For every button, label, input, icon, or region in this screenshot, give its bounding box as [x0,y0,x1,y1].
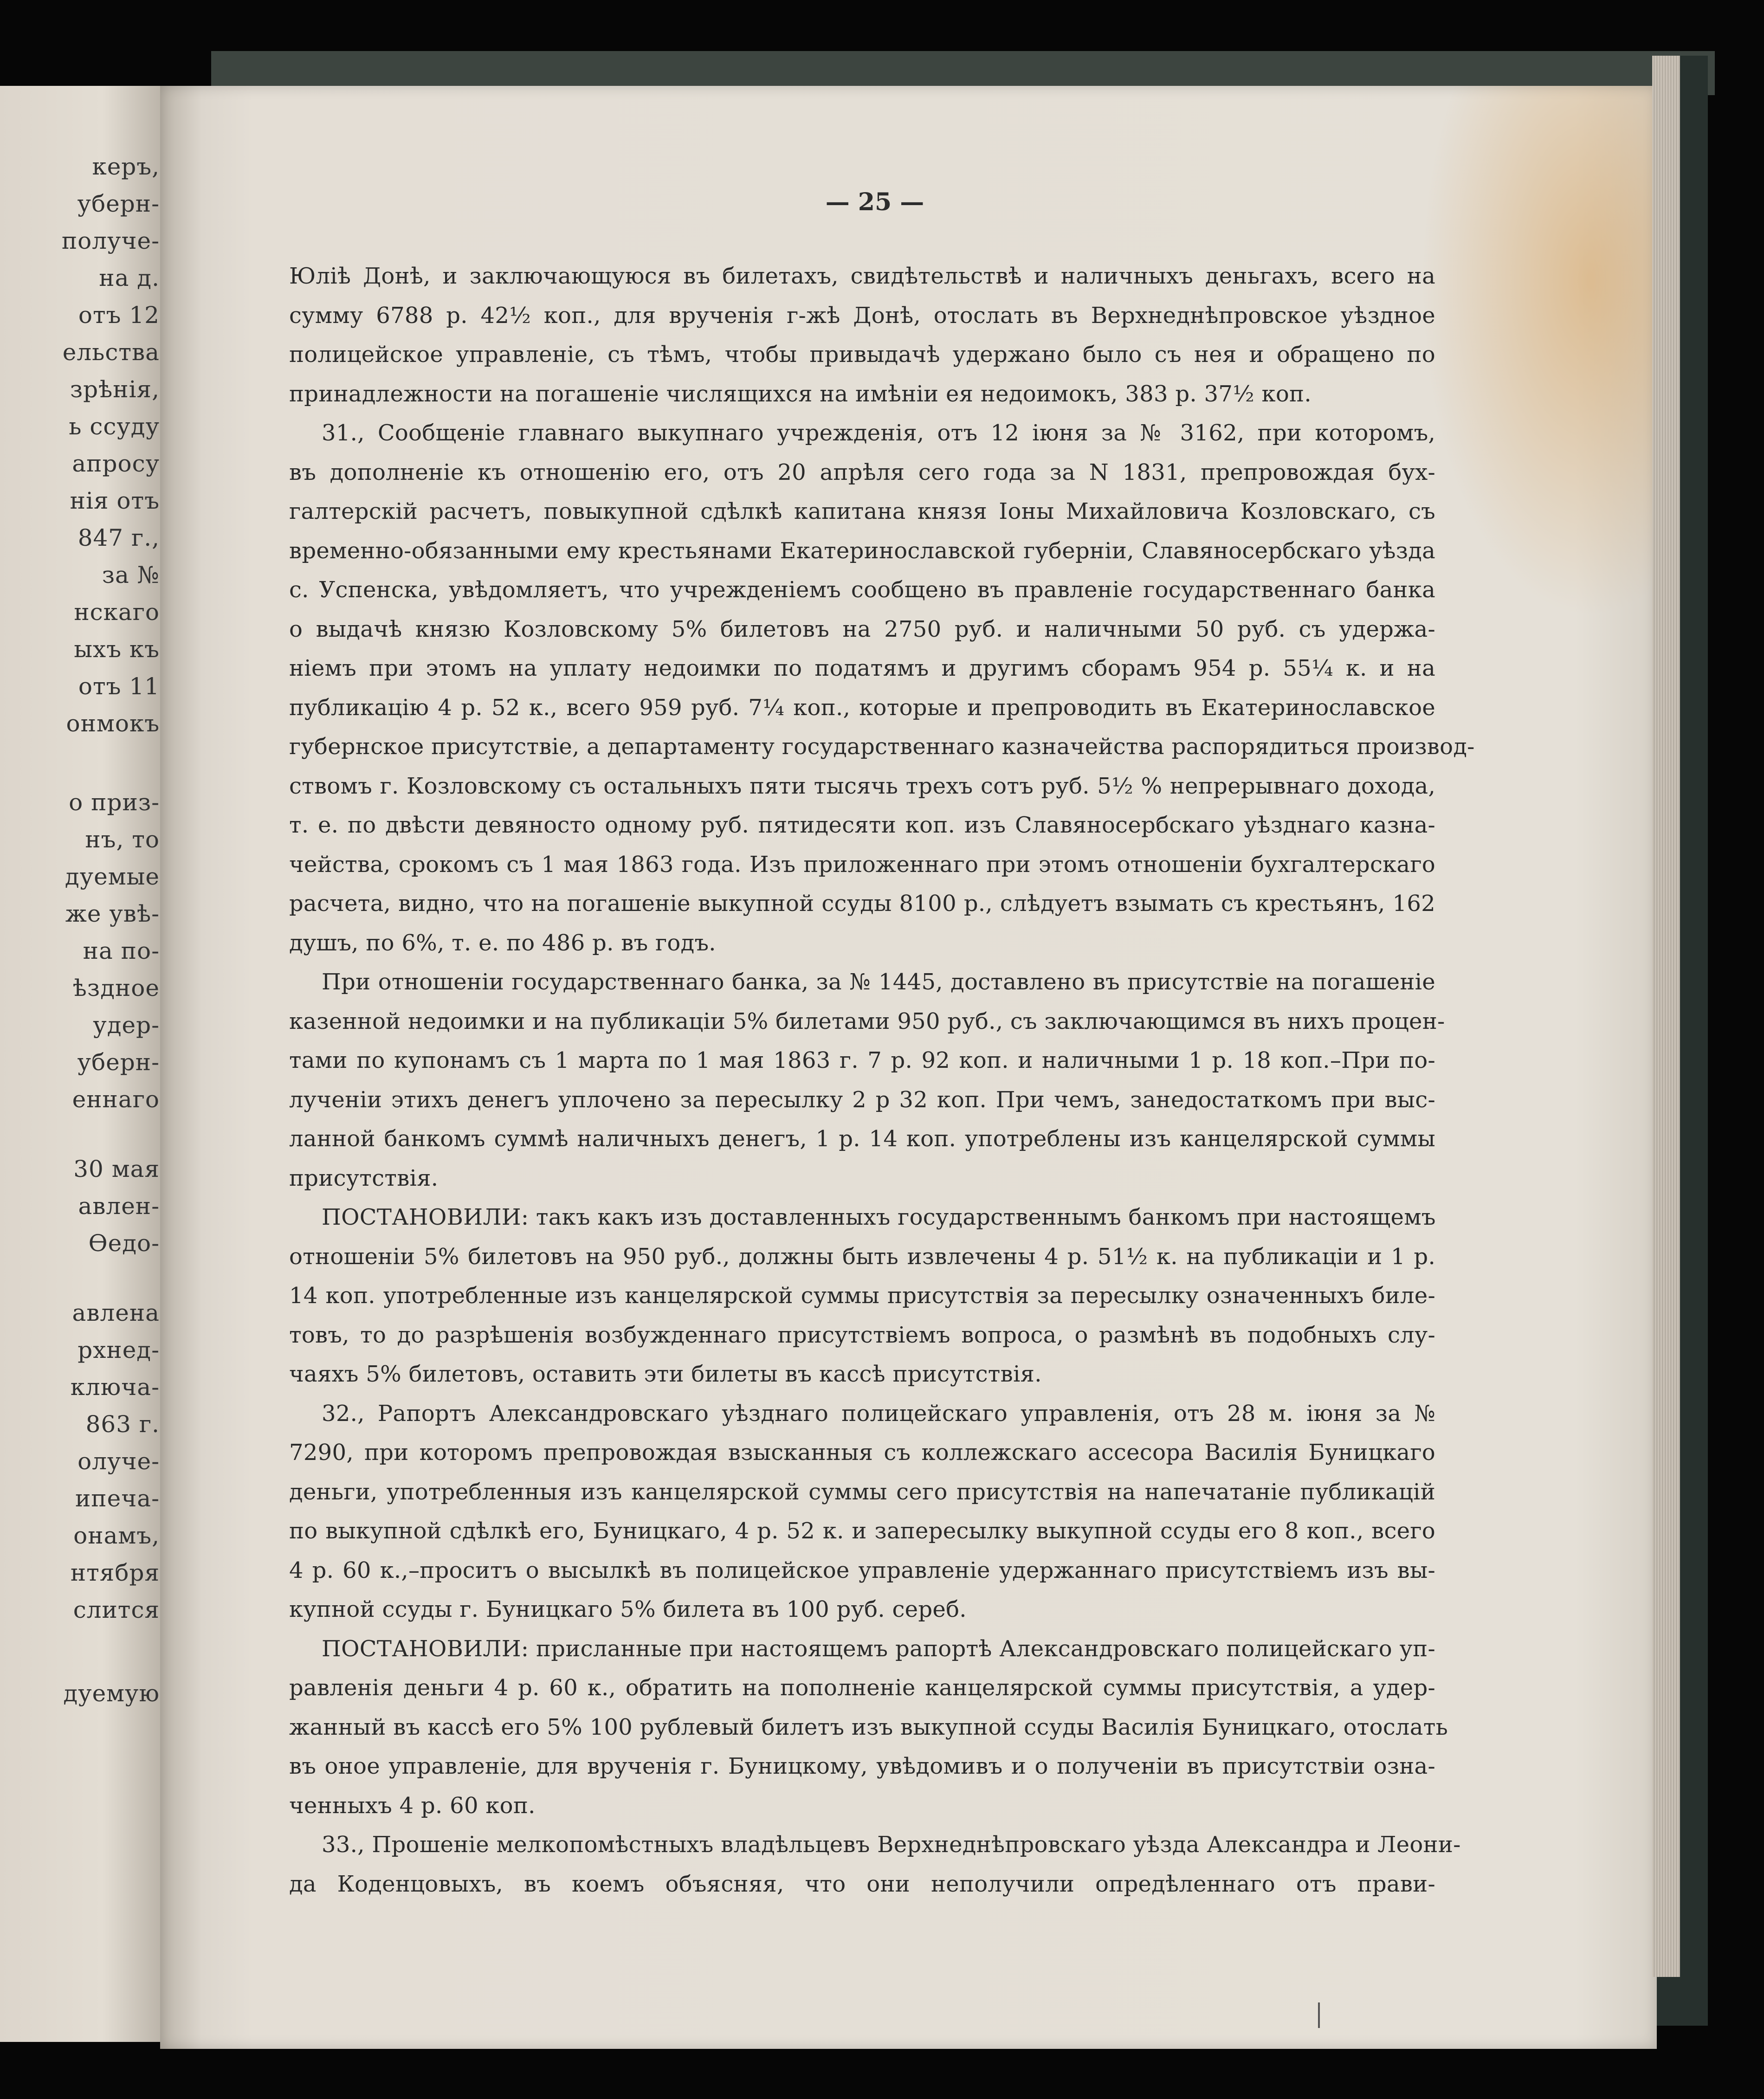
text-line: 7290, при которомъ препровождая взысканныя съ коллежскаго ассесора Василія Буницкаго [289,1440,1435,1466]
left-page-line: нъ, то [85,826,160,853]
text-line: 31., Сообщеніе главнаго выкупнаго учрежденія, отъ 12 іюня за № 3162, при которомъ, [322,420,1435,446]
text-line: При отношеніи государственнаго банка, за № 1445, доставлено въ присутствіе на погашеніе [322,969,1435,995]
left-page-line: ь ссуду [69,413,160,440]
text-line: въ дополненіе къ отношенію его, отъ 20 апрѣля сего года за N 1831, препровождая бух- [289,459,1435,485]
page-block-edge [1652,56,1680,1977]
text-line: сумму 6788 р. 42½ коп., для врученія г-жѣ Донѣ, отослать въ Верхнеднѣпровское уѣздное [289,302,1435,329]
left-page-line: отъ 11 [78,673,160,700]
text-line: 4 р. 60 к.,–проситъ о высылкѣ въ полицейское управленіе удержаннаго присутствіемъ изъ вы- [289,1557,1435,1583]
text-line: 14 коп. употребленные изъ канцелярской суммы присутствія за пересылку означенныхъ биле- [289,1283,1435,1309]
text-line: деньги, употребленныя изъ канцелярской суммы сего присутствія на напечатаніе публикацій [289,1479,1435,1505]
text-line: отношеніи 5% билетовъ на 950 руб., должны быть извлечены 4 р. 51½ к. на публикаціи и 1 р. [289,1243,1435,1270]
left-page-line: отъ 12 [78,302,160,329]
text-line: Юлiѣ Донѣ, и заключающуюся въ билетахъ, свидѣтельствѣ и наличныхъ деньгахъ, всего на [289,263,1435,289]
left-page-line: получе- [61,227,160,254]
left-page-line: за № [102,562,160,588]
left-page-line: онамъ, [73,1522,160,1549]
left-page-line: нскаго [74,599,160,626]
text-line: ніемъ при этомъ на уплату недоимки по податямъ и другимъ сборамъ 954 р. 55¼ к. и на [289,655,1435,681]
text-line: ченныхъ 4 р. 60 коп. [289,1792,536,1819]
text-line: чаяхъ 5% билетовъ, оставить эти билеты въ кассѣ присутствія. [289,1361,1042,1387]
text-line: о выдачѣ князю Козловскому 5% билетовъ на 2750 руб. и наличными 50 руб. съ удержа- [289,616,1435,642]
text-line: 33., Прошеніе мелкопомѣстныхъ владѣльцевъ Верхнеднѣпровскаго уѣзда Александра и Леони- [322,1832,1461,1858]
text-line: казенной недоимки и на публикаціи 5% билетами 950 руб., съ заключающимся въ нихъ процен- [289,1008,1445,1034]
left-page-line: на по- [83,937,160,964]
left-page-line: о приз- [69,789,160,816]
text-line: присутствія. [289,1165,439,1191]
text-line: товъ, то до разрѣшенія возбужденнаго присутствіемъ вопроса, о размѣнѣ въ подобныхъ слу- [289,1322,1435,1348]
left-page-line: зрѣнія, [70,376,160,403]
left-page-line: авлена [72,1299,160,1326]
left-page-line: ключа- [70,1374,160,1401]
text-line: купной ссуды г. Буницкаго 5% билета въ 100 руб. сереб. [289,1596,967,1622]
text-line: ствомъ г. Козловскому съ остальныхъ пяти тысячь трехъ сотъ руб. 5½ % непрерывнаго дохода, [289,773,1435,799]
text-line: т. е. по двѣсти девяносто одному руб. пятидесяти коп. изъ Славяносербскаго уѣзднаго казна- [289,812,1435,838]
text-line: равленія деньги 4 р. 60 к., обратить на пополненіе канцелярской суммы присутствія, а удер- [289,1675,1435,1701]
left-page-line: же увѣ- [65,900,160,927]
text-line: лученіи этихъ денегъ уплочено за пересылку 2 р 32 коп. При чемъ, занедостаткомъ при выс- [289,1086,1435,1113]
left-page-line: удер- [93,1012,160,1039]
text-line: принадлежности на погашеніе числящихся на имѣніи ея недоимокъ, 383 р. 37½ коп. [289,381,1312,407]
text-line: публикацію 4 р. 52 к., всего 959 руб. 7¼ коп., которые и препроводить въ Екатеринославское [289,694,1435,721]
left-page-line: дуемую [63,1680,160,1707]
left-page-line: нтября [70,1559,160,1586]
text-line: да Коденцовыхъ, въ коемъ объясняя, что они неполучили опредѣленнаго отъ прави- [289,1871,1435,1897]
left-page-line: уберн- [77,1049,160,1076]
left-page-line: ельства [62,339,160,366]
text-line: с. Успенска, увѣдомляетъ, что учрежденіемъ сообщено въ правленіе государственнаго банка [289,577,1435,603]
text-line: тами по купонамъ съ 1 марта по 1 мая 1863 г. 7 р. 92 коп. и наличными 1 р. 18 коп.–При по- [289,1047,1435,1073]
text-line: жанный въ кассѣ его 5% 100 рублевый билетъ изъ выкупной ссуды Василія Буницкаго, отослать [289,1714,1448,1740]
text-line: расчета, видно, что на погашеніе выкупной ссуды 8100 р., слѣдуетъ взымать съ крестьянъ, 162 [289,891,1435,917]
left-page-line: слится [73,1596,160,1623]
left-page-line: авлен- [78,1193,160,1220]
left-page-line: апросу [72,450,160,477]
text-line: въ оное управленіе, для врученія г. Буницкому, увѣдомивъ и о полученіи въ присутствіи озна- [289,1753,1435,1779]
page-mark [1318,2002,1320,2028]
text-line: ПОСТАНОВИЛИ: такъ какъ изъ доставленныхъ государственнымъ банкомъ при настоящемъ [322,1204,1436,1230]
left-page-line: дуемые [65,863,160,890]
left-page-line: на д. [99,265,160,291]
left-page-line: уберн- [77,190,160,217]
left-page-line: керъ, [92,153,160,180]
left-page-line: олуче- [78,1448,160,1475]
left-page-line: Өедо- [88,1230,160,1257]
text-line: полицейское управленіе, съ тѣмъ, чтобы привыдачѣ удержано было съ нея и обращено по [289,342,1435,368]
left-page-line: еннаго [72,1086,160,1113]
text-line: ПОСТАНОВИЛИ: присланные при настоящемъ рапортѣ Александровскаго полицейскаго уп- [322,1635,1435,1662]
text-line: галтерскій расчетъ, повыкупной сдѣлкѣ капитана князя Іоны Михайловича Козловскаго, съ [289,498,1435,524]
left-page-line: рхнед- [78,1337,160,1363]
text-line: по выкупной сдѣлкѣ его, Буницкаго, 4 р. 52 к. и запересылку выкупной ссуды его 8 коп., всего [289,1518,1435,1544]
left-page-line: 847 г., [78,524,160,551]
text-line: ланной банкомъ суммѣ наличныхъ денегъ, 1 р. 14 коп. употреблены изъ канцелярской суммы [289,1126,1435,1152]
text-line: губернское присутствіе, а департаменту государственнаго казначейства распорядиться производ- [289,734,1475,760]
left-page-line: ипеча- [75,1485,160,1512]
right-page [160,86,1657,2049]
text-line: душъ, по 6%, т. е. по 486 р. въ годъ. [289,930,716,956]
left-page [0,86,172,2042]
left-page-line: ыхъ къ [74,636,160,663]
text-line: временно-обязанными ему крестьянами Екатеринославской губерніи, Славяносербскаго уѣзда [289,537,1435,564]
page-number: — 25 — [825,188,924,216]
text-line: чейства, срокомъ съ 1 мая 1863 года. Изъ приложеннаго при этомъ отношеніи бухгалтерскаго [289,851,1435,878]
left-page-line: онмокъ [66,710,160,737]
left-page-line: нія отъ [70,487,160,514]
left-page-line: ѣздное [72,975,160,1001]
left-page-line: 30 мая [73,1156,160,1182]
text-line: 32., Рапортъ Александровскаго уѣзднаго полицейскаго управленія, отъ 28 м. іюня за № [322,1400,1435,1427]
left-page-line: 863 г. [85,1411,160,1438]
